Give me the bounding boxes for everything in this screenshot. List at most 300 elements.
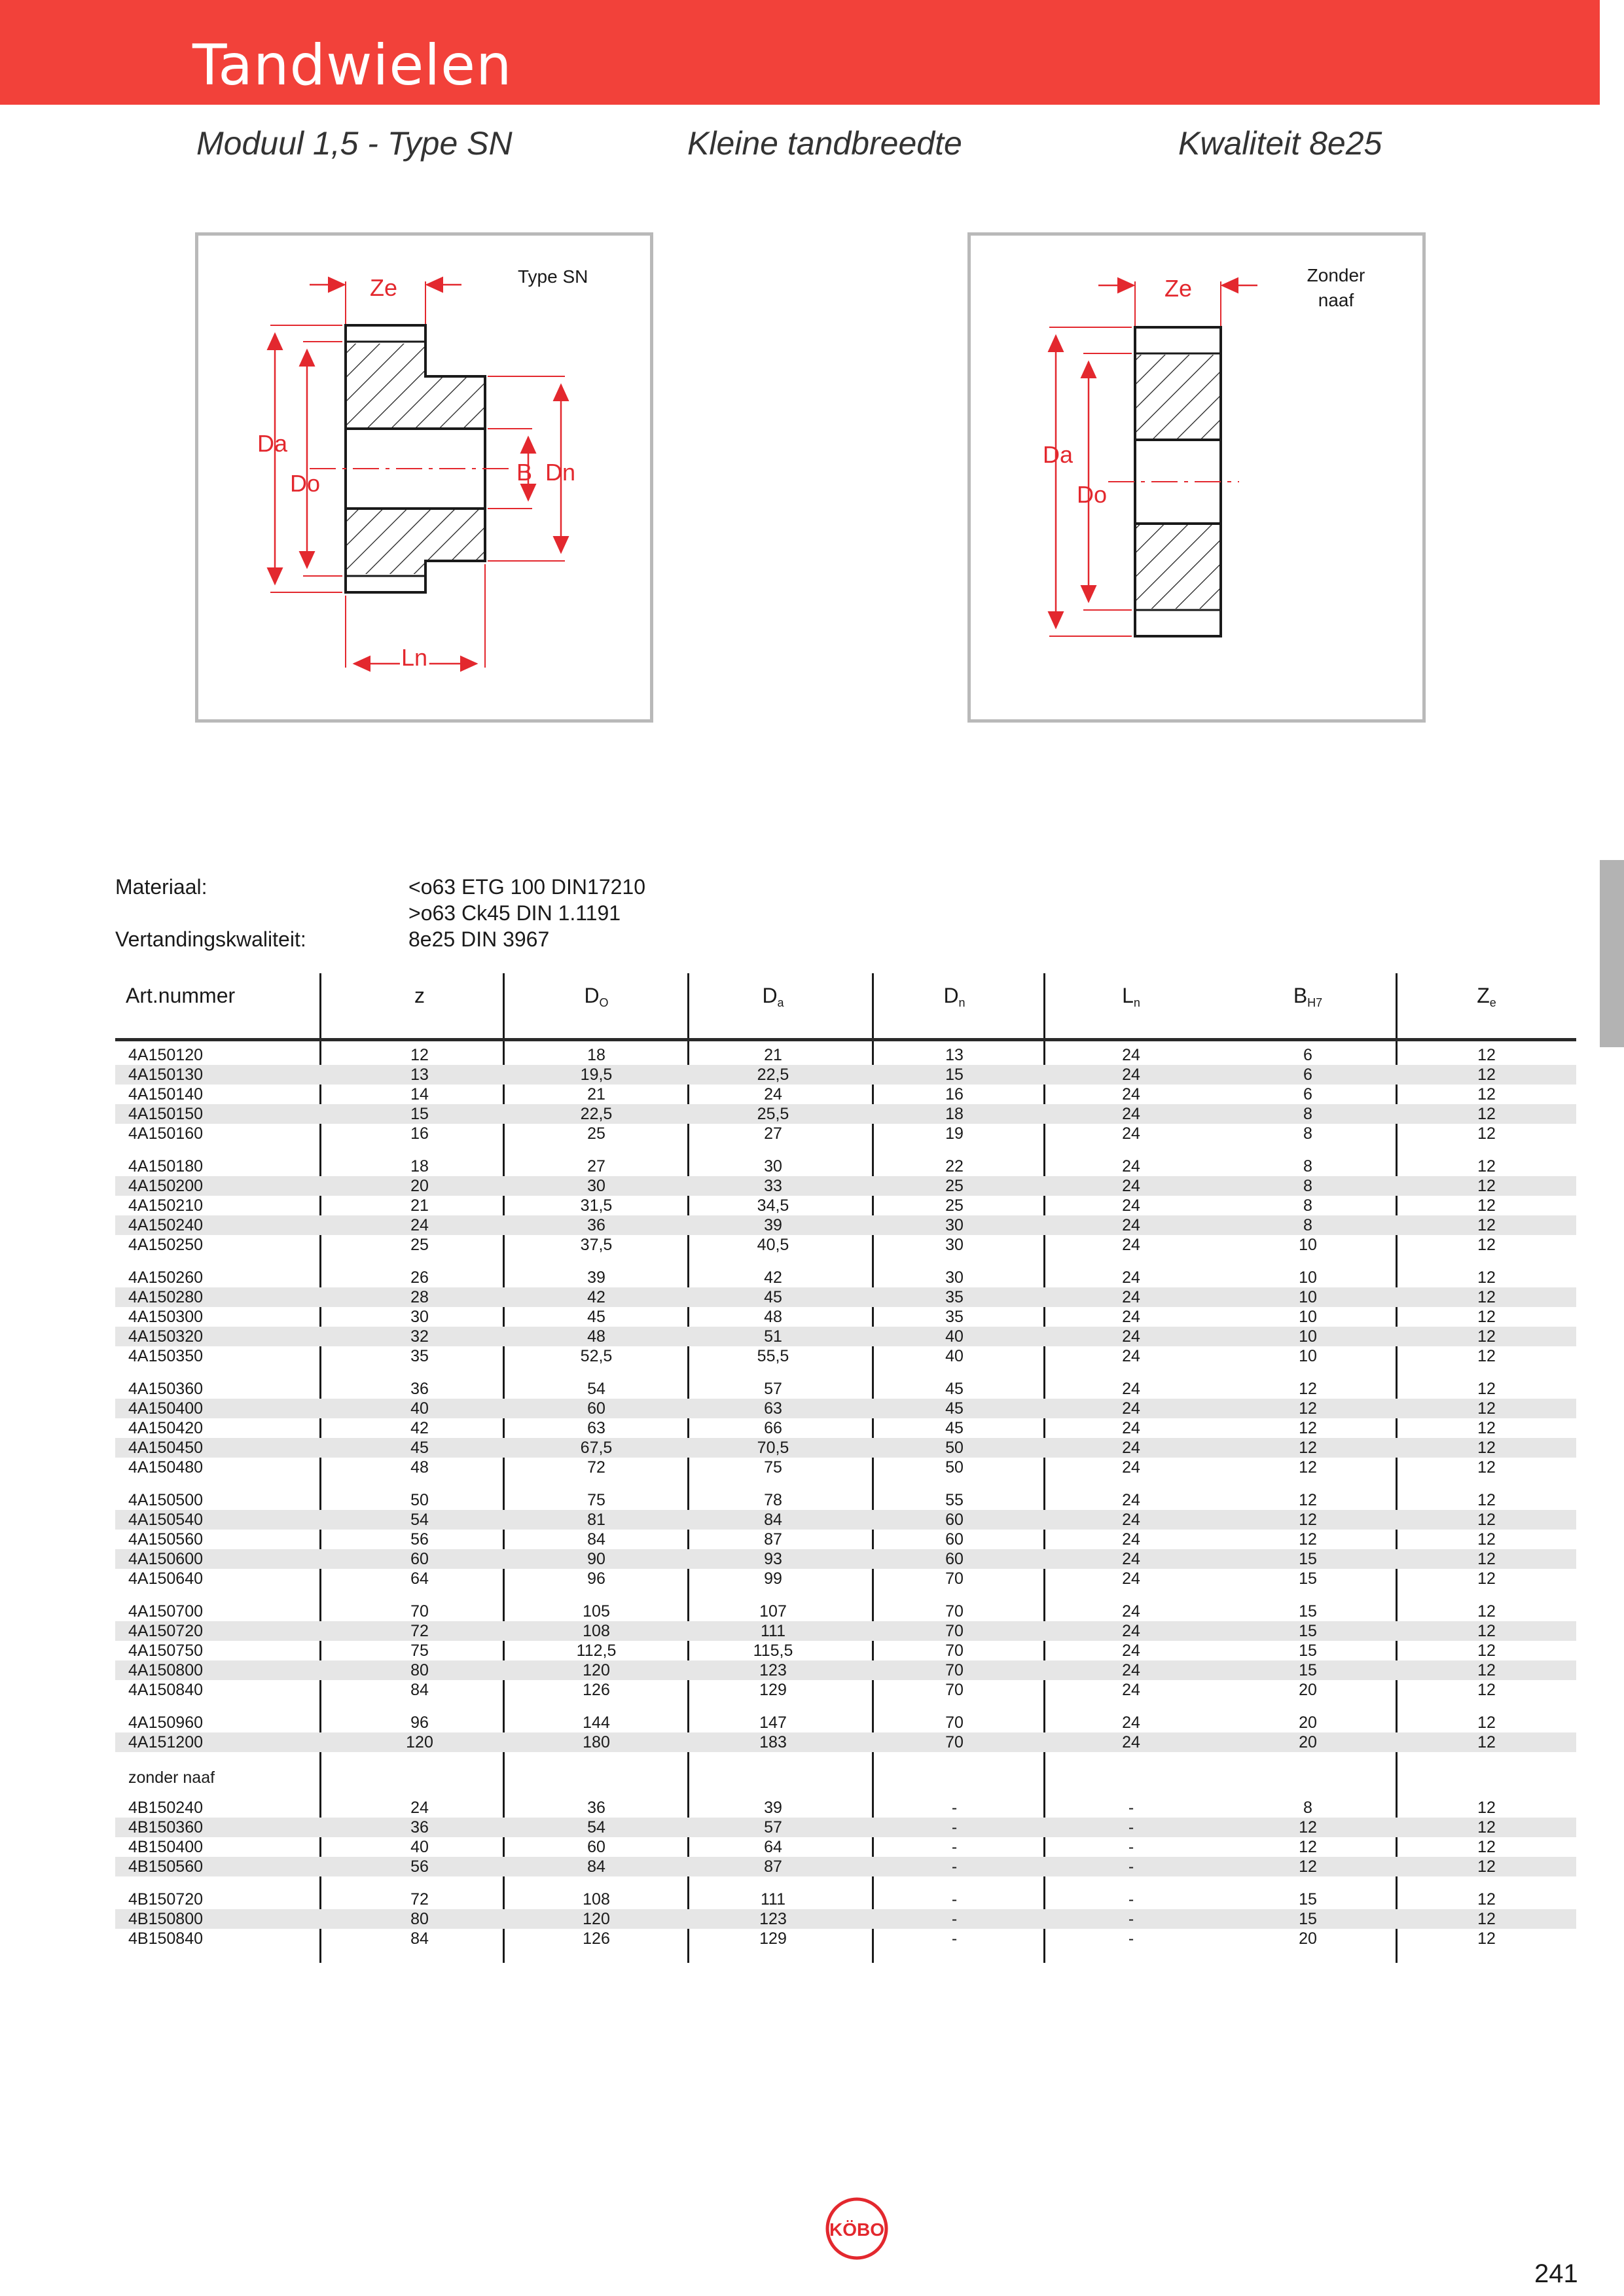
cell-do: 36 [587, 1216, 605, 1234]
cell-b: 8 [1303, 1216, 1312, 1234]
table-row [115, 1549, 1576, 1569]
caption-zonder: Zonder [1307, 265, 1365, 285]
cell-z: 70 [410, 1602, 429, 1621]
table-row [115, 1157, 1576, 1176]
cell-da: 70,5 [757, 1439, 789, 1457]
cell-da: 57 [764, 1818, 782, 1837]
caption-naaf: naaf [1318, 290, 1354, 310]
label-ze: Ze [370, 274, 398, 301]
cell-ze: 12 [1477, 1713, 1496, 1732]
header-dn: $D_n$ [943, 984, 965, 1009]
header-band [0, 0, 1600, 105]
quality-label: Vertandingskwaliteit: [115, 927, 306, 951]
cell-da: 42 [764, 1268, 782, 1287]
cell-z: 40 [410, 1399, 429, 1418]
cell-do: 39 [587, 1268, 605, 1287]
cell-z: 24 [410, 1216, 429, 1234]
label-b: B [516, 459, 533, 486]
cell-z: 56 [410, 1530, 429, 1549]
table-row [115, 1602, 1576, 1621]
cell-art-nummer: 4B150400 [128, 1838, 204, 1856]
header-b: $B_{H7}$ [1293, 984, 1323, 1009]
cell-b: 12 [1299, 1419, 1317, 1437]
cell-ze: 12 [1477, 1681, 1496, 1699]
cell-ze: 12 [1477, 1550, 1496, 1568]
cell-ln: 24 [1122, 1124, 1140, 1143]
cell-art-nummer: 4B150840 [128, 1929, 204, 1948]
cell-do: 144 [583, 1713, 610, 1732]
cell-do: 37,5 [580, 1236, 613, 1254]
cell-art-nummer: 4A150160 [128, 1124, 204, 1143]
cell-dn: 70 [945, 1602, 964, 1621]
cell-da: 111 [760, 1890, 786, 1909]
cell-b: 12 [1299, 1399, 1317, 1418]
cell-dn: 55 [945, 1491, 964, 1509]
cell-da: 45 [764, 1288, 782, 1306]
table-row [115, 1732, 1576, 1752]
cell-ze: 12 [1477, 1458, 1496, 1477]
table-row [115, 1857, 1576, 1876]
cell-z: 14 [410, 1085, 429, 1103]
cell-da: 183 [759, 1733, 787, 1751]
cell-da: 22,5 [757, 1066, 789, 1084]
cell-ln: 24 [1122, 1046, 1140, 1064]
cell-do: 63 [587, 1419, 605, 1437]
cell-da: 87 [764, 1857, 782, 1876]
table-row [115, 1399, 1576, 1418]
cell-dn: 35 [945, 1288, 964, 1306]
cell-dn: 50 [945, 1458, 964, 1477]
cell-da: 24 [764, 1085, 782, 1103]
cell-art-nummer: 4A150480 [128, 1458, 204, 1477]
cell-ze: 12 [1477, 1327, 1496, 1346]
cell-art-nummer: 4B150720 [128, 1890, 204, 1909]
cell-ln: - [1128, 1838, 1134, 1856]
cell-ze: 12 [1477, 1910, 1496, 1928]
cell-dn: - [951, 1838, 958, 1856]
cell-ze: 12 [1477, 1818, 1496, 1837]
cell-ln: 24 [1122, 1288, 1140, 1306]
label-da-plain: Da [1043, 441, 1074, 468]
cell-do: 54 [587, 1380, 605, 1398]
cell-art-nummer: 4A150320 [128, 1327, 204, 1346]
cell-do: 48 [587, 1327, 605, 1346]
cell-dn: 16 [945, 1085, 964, 1103]
cell-da: 63 [764, 1399, 782, 1418]
cell-do: 96 [587, 1570, 605, 1588]
table-row [115, 1124, 1576, 1143]
cell-da: 107 [759, 1602, 787, 1621]
cell-dn: 15 [945, 1066, 964, 1084]
cell-b: 8 [1303, 1124, 1312, 1143]
group-note: zonder naaf [128, 1768, 215, 1787]
cell-do: 36 [587, 1799, 605, 1817]
cell-ze: 12 [1477, 1399, 1496, 1418]
cell-ln: - [1128, 1890, 1134, 1909]
cell-b: 15 [1299, 1910, 1317, 1928]
cell-ln: 24 [1122, 1622, 1140, 1640]
cell-do: 108 [583, 1622, 610, 1640]
cell-do: 60 [587, 1838, 605, 1856]
cell-ln: 24 [1122, 1419, 1140, 1437]
cell-ze: 12 [1477, 1268, 1496, 1287]
cell-z: 56 [410, 1857, 429, 1876]
cell-ln: 24 [1122, 1157, 1140, 1175]
cell-da: 87 [764, 1530, 782, 1549]
cell-z: 30 [410, 1308, 429, 1326]
table-row [115, 1837, 1576, 1857]
cell-dn: 60 [945, 1550, 964, 1568]
cell-art-nummer: 4A150400 [128, 1399, 204, 1418]
cell-b: 12 [1299, 1380, 1317, 1398]
cell-art-nummer: 4A150540 [128, 1511, 204, 1529]
cell-ze: 12 [1477, 1177, 1496, 1195]
cell-da: 39 [764, 1799, 782, 1817]
table-row [115, 1713, 1576, 1732]
cell-art-nummer: 4A150120 [128, 1046, 204, 1064]
cell-art-nummer: 4A150960 [128, 1713, 204, 1732]
cell-da: 123 [759, 1661, 787, 1679]
cell-da: 40,5 [757, 1236, 789, 1254]
cell-dn: 70 [945, 1733, 964, 1751]
cell-ze: 12 [1477, 1288, 1496, 1306]
cell-ln: 24 [1122, 1380, 1140, 1398]
cell-dn: 70 [945, 1713, 964, 1732]
table-row [115, 1530, 1576, 1549]
cell-ze: 12 [1477, 1419, 1496, 1437]
cell-ln: - [1128, 1818, 1134, 1837]
cell-b: 10 [1299, 1308, 1317, 1326]
cell-dn: 70 [945, 1661, 964, 1679]
cell-z: 60 [410, 1550, 429, 1568]
header-art-nummer: Art.nummer [126, 984, 236, 1007]
cell-ze: 12 [1477, 1085, 1496, 1103]
cell-do: 84 [587, 1857, 605, 1876]
cell-ln: 24 [1122, 1530, 1140, 1549]
cell-da: 93 [764, 1550, 782, 1568]
cell-b: 15 [1299, 1890, 1317, 1909]
cell-ze: 12 [1477, 1511, 1496, 1529]
table-row [115, 1641, 1576, 1660]
cell-b: 15 [1299, 1622, 1317, 1640]
cell-dn: - [951, 1890, 958, 1909]
cell-dn: 22 [945, 1157, 964, 1175]
cell-b: 8 [1303, 1105, 1312, 1123]
cell-z: 54 [410, 1511, 429, 1529]
cell-art-nummer: 4A150720 [128, 1622, 204, 1640]
cell-dn: 70 [945, 1681, 964, 1699]
cell-da: 57 [764, 1380, 782, 1398]
cell-art-nummer: 4A150240 [128, 1216, 204, 1234]
cell-art-nummer: 4B150800 [128, 1910, 204, 1928]
cell-art-nummer: 4A150200 [128, 1177, 204, 1195]
cell-dn: 35 [945, 1308, 964, 1326]
cell-dn: 19 [945, 1124, 964, 1143]
cell-z: 80 [410, 1910, 429, 1928]
cell-z: 24 [410, 1799, 429, 1817]
label-ln: Ln [401, 644, 428, 671]
cell-ln: 24 [1122, 1681, 1140, 1699]
cell-do: 180 [583, 1733, 610, 1751]
cell-art-nummer: 4A150640 [128, 1570, 204, 1588]
cell-ln: 24 [1122, 1216, 1140, 1234]
cell-do: 30 [587, 1177, 605, 1195]
cell-ze: 12 [1477, 1857, 1496, 1876]
cell-ze: 12 [1477, 1439, 1496, 1457]
cell-z: 13 [410, 1066, 429, 1084]
cell-ze: 12 [1477, 1046, 1496, 1064]
gear-spec-table [115, 973, 1576, 1963]
cell-dn: 45 [945, 1380, 964, 1398]
cell-da: 25,5 [757, 1105, 789, 1123]
cell-ln: 24 [1122, 1602, 1140, 1621]
subtitle-quality: Kwaliteit 8e25 [1178, 125, 1382, 162]
cell-b: 12 [1299, 1818, 1317, 1837]
cell-da: 34,5 [757, 1196, 789, 1215]
cell-da: 66 [764, 1419, 782, 1437]
header-divider [115, 1038, 1576, 1041]
cell-z: 45 [410, 1439, 429, 1457]
cell-do: 72 [587, 1458, 605, 1477]
cell-b: 8 [1303, 1157, 1312, 1175]
cell-b: 8 [1303, 1799, 1312, 1817]
caption-type-sn: Type SN [518, 266, 588, 287]
cell-ze: 12 [1477, 1661, 1496, 1679]
cell-do: 22,5 [580, 1105, 613, 1123]
cell-ze: 12 [1477, 1216, 1496, 1234]
cell-ze: 12 [1477, 1733, 1496, 1751]
table-row [115, 1235, 1576, 1255]
cell-do: 120 [583, 1910, 610, 1928]
cell-do: 54 [587, 1818, 605, 1837]
cell-art-nummer: 4A150350 [128, 1347, 204, 1365]
table-row [115, 1418, 1576, 1438]
table-row [115, 1268, 1576, 1287]
cell-ze: 12 [1477, 1236, 1496, 1254]
cell-z: 18 [410, 1157, 429, 1175]
cell-dn: 18 [945, 1105, 964, 1123]
table-row [115, 1458, 1576, 1477]
cell-z: 21 [410, 1196, 429, 1215]
cell-do: 105 [583, 1602, 610, 1621]
cell-z: 84 [410, 1681, 429, 1699]
cell-b: 6 [1303, 1066, 1312, 1084]
cell-dn: - [951, 1818, 958, 1837]
cell-do: 45 [587, 1308, 605, 1326]
cell-ln: - [1128, 1799, 1134, 1817]
cell-ln: 24 [1122, 1511, 1140, 1529]
cell-dn: 40 [945, 1327, 964, 1346]
cell-art-nummer: 4A150280 [128, 1288, 204, 1306]
cell-ze: 12 [1477, 1308, 1496, 1326]
cell-b: 10 [1299, 1288, 1317, 1306]
cell-ln: 24 [1122, 1177, 1140, 1195]
cell-da: 30 [764, 1157, 782, 1175]
cell-b: 8 [1303, 1177, 1312, 1195]
cell-art-nummer: 4A150840 [128, 1681, 204, 1699]
cell-dn: - [951, 1910, 958, 1928]
cell-do: 75 [587, 1491, 605, 1509]
cell-ln: 24 [1122, 1196, 1140, 1215]
cell-ze: 12 [1477, 1124, 1496, 1143]
cell-z: 48 [410, 1458, 429, 1477]
cell-do: 81 [587, 1511, 605, 1529]
cell-ln: - [1128, 1910, 1134, 1928]
cell-b: 12 [1299, 1491, 1317, 1509]
cell-dn: - [951, 1799, 958, 1817]
table-row [115, 1176, 1576, 1196]
cell-da: 39 [764, 1216, 782, 1234]
cell-dn: 25 [945, 1177, 964, 1195]
cell-b: 15 [1299, 1641, 1317, 1660]
cell-art-nummer: 4A150420 [128, 1419, 204, 1437]
cell-z: 25 [410, 1236, 429, 1254]
material-label: Materiaal: [115, 875, 208, 899]
cell-da: 115,5 [753, 1641, 793, 1660]
cell-dn: - [951, 1857, 958, 1876]
cell-dn: 30 [945, 1268, 964, 1287]
cell-z: 80 [410, 1661, 429, 1679]
cell-do: 108 [583, 1890, 610, 1909]
cell-dn: 25 [945, 1196, 964, 1215]
table-row [115, 1196, 1576, 1215]
cell-b: 12 [1299, 1838, 1317, 1856]
table-row [115, 1045, 1576, 1065]
table-row [115, 1621, 1576, 1641]
cell-da: 75 [764, 1458, 782, 1477]
cell-ln: 24 [1122, 1308, 1140, 1326]
cell-da: 123 [759, 1910, 787, 1928]
table-row [115, 1287, 1576, 1307]
cell-z: 12 [410, 1046, 429, 1064]
table-row [115, 1660, 1576, 1680]
cell-do: 27 [587, 1157, 605, 1175]
cell-da: 78 [764, 1491, 782, 1509]
cell-ze: 12 [1477, 1929, 1496, 1948]
cell-z: 36 [410, 1380, 429, 1398]
cell-dn: 45 [945, 1399, 964, 1418]
cell-z: 120 [406, 1733, 433, 1751]
cell-b: 20 [1299, 1681, 1317, 1699]
cell-ze: 12 [1477, 1799, 1496, 1817]
cell-da: 55,5 [757, 1347, 789, 1365]
cell-z: 64 [410, 1570, 429, 1588]
cell-ze: 12 [1477, 1196, 1496, 1215]
cell-dn: - [951, 1929, 958, 1948]
cell-b: 20 [1299, 1733, 1317, 1751]
cell-b: 12 [1299, 1511, 1317, 1529]
material-line-2: >o63 Ck45 DIN 1.1191 [408, 901, 621, 925]
cell-z: 75 [410, 1641, 429, 1660]
cell-ln: 24 [1122, 1327, 1140, 1346]
cell-da: 48 [764, 1308, 782, 1326]
cell-do: 67,5 [580, 1439, 613, 1457]
table-row [115, 1379, 1576, 1399]
cell-z: 28 [410, 1288, 429, 1306]
cell-art-nummer: 4A150450 [128, 1439, 204, 1457]
cell-art-nummer: 4B150360 [128, 1818, 204, 1837]
cell-ze: 12 [1477, 1157, 1496, 1175]
table-row [115, 1085, 1576, 1104]
label-dn: Dn [545, 459, 576, 486]
cell-art-nummer: 4A150180 [128, 1157, 204, 1175]
label-do: Do [290, 470, 321, 497]
cell-ze: 12 [1477, 1530, 1496, 1549]
cell-dn: 70 [945, 1570, 964, 1588]
cell-art-nummer: 4A150600 [128, 1550, 204, 1568]
table-row [115, 1327, 1576, 1346]
cell-z: 84 [410, 1929, 429, 1948]
cell-ze: 12 [1477, 1641, 1496, 1660]
table-row [115, 1929, 1576, 1948]
cell-z: 20 [410, 1177, 429, 1195]
header-do: $D_O$ [584, 984, 609, 1009]
cell-art-nummer: 4A150560 [128, 1530, 204, 1549]
diagram-zonder-naaf [967, 232, 1426, 723]
cell-ln: 24 [1122, 1661, 1140, 1679]
cell-dn: 70 [945, 1622, 964, 1640]
cell-z: 15 [410, 1105, 429, 1123]
cell-ln: - [1128, 1857, 1134, 1876]
cell-b: 12 [1299, 1458, 1317, 1477]
table-row [115, 1909, 1576, 1929]
cell-art-nummer: 4A150800 [128, 1661, 204, 1679]
table-row [115, 1890, 1576, 1909]
cell-da: 64 [764, 1838, 782, 1856]
cell-dn: 45 [945, 1419, 964, 1437]
cell-z: 16 [410, 1124, 429, 1143]
cell-art-nummer: 4A151200 [128, 1733, 204, 1751]
cell-ze: 12 [1477, 1347, 1496, 1365]
cell-z: 32 [410, 1327, 429, 1346]
cell-ln: 24 [1122, 1399, 1140, 1418]
cell-ln: 24 [1122, 1347, 1140, 1365]
cell-do: 21 [587, 1085, 605, 1103]
cell-ln: 24 [1122, 1066, 1140, 1084]
cell-dn: 30 [945, 1216, 964, 1234]
cell-ln: - [1128, 1929, 1134, 1948]
cell-da: 111 [760, 1622, 786, 1640]
table-row [115, 1818, 1576, 1837]
cell-b: 12 [1299, 1439, 1317, 1457]
kobo-logo [825, 2197, 889, 2261]
cell-ln: 24 [1122, 1733, 1140, 1751]
table-row [115, 1510, 1576, 1530]
cell-do: 90 [587, 1550, 605, 1568]
header-ln: $L_n$ [1122, 984, 1140, 1009]
cell-ze: 12 [1477, 1066, 1496, 1084]
table-row [115, 1104, 1576, 1124]
cell-dn: 60 [945, 1530, 964, 1549]
cell-art-nummer: 4A150300 [128, 1308, 204, 1326]
cell-ln: 24 [1122, 1713, 1140, 1732]
cell-art-nummer: 4A150700 [128, 1602, 204, 1621]
cell-art-nummer: 4A150500 [128, 1491, 204, 1509]
table-row [115, 1307, 1576, 1327]
cell-art-nummer: 4A150260 [128, 1268, 204, 1287]
cell-da: 147 [759, 1713, 787, 1732]
cell-b: 12 [1299, 1857, 1317, 1876]
diagram-type-sn [195, 232, 653, 723]
cell-da: 21 [764, 1046, 782, 1064]
cell-ln: 24 [1122, 1570, 1140, 1588]
cell-ln: 24 [1122, 1085, 1140, 1103]
cell-dn: 13 [945, 1046, 964, 1064]
table-row [115, 1680, 1576, 1700]
header-ze: $Z_e$ [1477, 984, 1496, 1009]
cell-dn: 70 [945, 1641, 964, 1660]
table-row [115, 1798, 1576, 1818]
